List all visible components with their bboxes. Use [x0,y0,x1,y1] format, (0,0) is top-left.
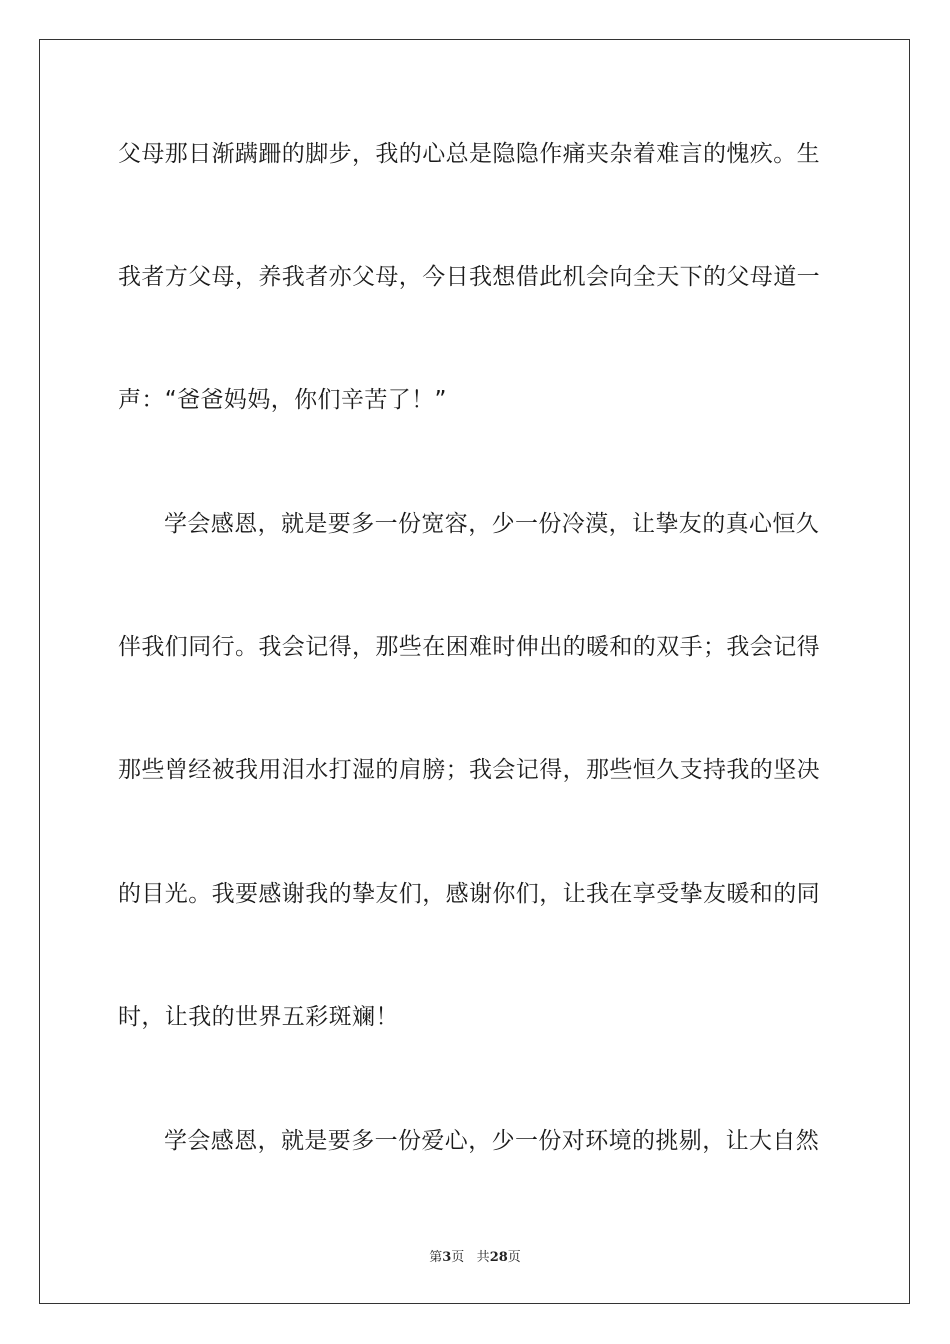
page-footer [0,1246,950,1265]
body-line-5: 伴我们同行。我会记得，那些在困难时伸出的暖和的双手；我会记得 [118,634,820,660]
page-border [39,39,910,1304]
body-line-3: 声：“爸爸妈妈，你们辛苦了！” [118,387,447,413]
footer-page-prefix: 第 [429,1250,443,1265]
paragraph-start-line: 学会感恩，就是要多一份爱心，少一份对环境的挑剔，让大自然 [164,1128,820,1154]
body-line-7: 的目光。我要感谢我的挚友们，感谢你们，让我在享受挚友暖和的同 [118,881,820,907]
paragraph-start-line: 学会感恩，就是要多一份宽容，少一份冷漠，让挚友的真心恒久 [164,511,820,537]
footer-total-prefix: 共 [476,1250,490,1265]
footer-page-suffix: 页 [451,1250,465,1265]
body-line-2: 我者方父母，养我者亦父母，今日我想借此机会向全天下的父母道一 [118,264,820,290]
body-line-6: 那些曾经被我用泪水打湿的肩膀；我会记得，那些恒久支持我的坚决 [118,757,820,783]
footer-total-pages: 28 [489,1250,508,1265]
body-line-8: 时，让我的世界五彩斑斓！ [118,1004,399,1030]
footer-total-suffix: 页 [507,1250,521,1265]
body-line-1: 父母那日渐蹒跚的脚步，我的心总是隐隐作痛夹杂着难言的愧疚。生 [118,141,820,167]
footer-page-number: 3 [442,1250,452,1265]
